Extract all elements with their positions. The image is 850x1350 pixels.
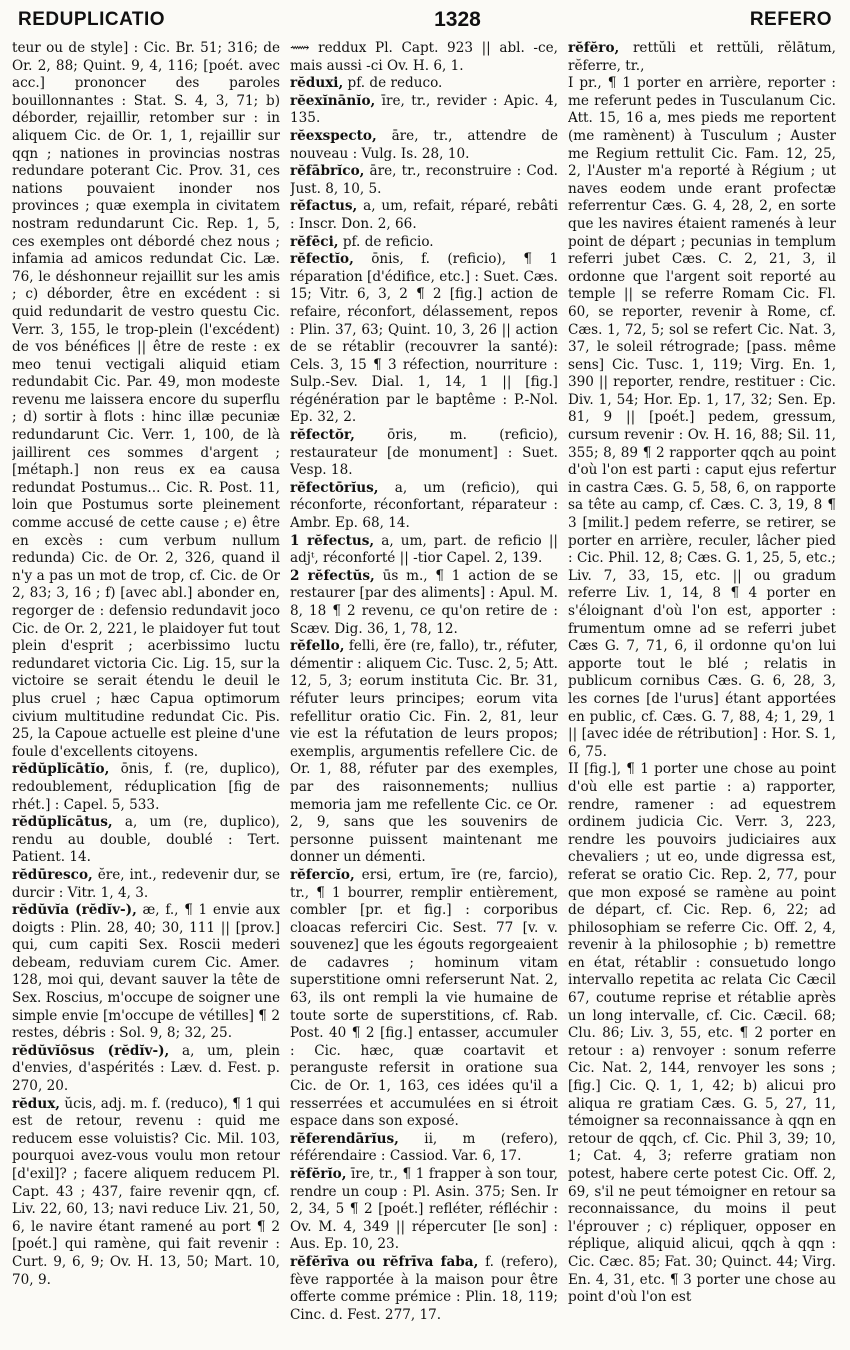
dictionary-entry bbox=[290, 93, 558, 128]
entry-definition: ūs m., ¶ 1 action de se restaurer [par des aliments] : Apul. M. 8, 18 ¶ 2 revenu, ce qu'on retire de : Scæv. Dig. 36, 1, 78, 12. bbox=[290, 567, 558, 637]
dictionary-entry bbox=[290, 1131, 558, 1166]
dictionary-entry bbox=[12, 1043, 280, 1096]
entry-definition: ersi, ertum, īre (re, farcio), tr., ¶ 1 bourrer, remplir entièrement, combler [pr. et fig.] : corporibus cloacas referciri Cic. Sest. 77 [v. v. souvenez] que les égouts regorgeaient de cadavres ; hominum vitam superstitione omni referserunt Nat. 2, 63, ils ont rempli la vie humaine de toute sorte de superstitions, cf. Rab. Post. 40 ¶ 2 [fig.] entasser, accumuler : Cic. hæc, quæ coartavit et peranguste refersit in oratione sua Cic. de Or. 1, 163, ces idées qu'il a resserrées et accumulées en si étroit espace dans son exposé. bbox=[290, 866, 558, 1130]
entry-definition: a, um, plein d'envies, d'aspérités : Læv. d. Fest. p. 270, 20. bbox=[12, 1042, 280, 1095]
entry-headword: 1 rĕfectus, bbox=[290, 532, 375, 549]
dictionary-entry bbox=[290, 867, 558, 1131]
entry-definition: ii, m (refero), référendaire : Cassiod. Var. 6, 17. bbox=[290, 1130, 558, 1165]
entry-headword: rĕfactus, bbox=[290, 198, 358, 215]
dictionary-entry bbox=[568, 75, 836, 761]
entry-headword: rĕduxi, bbox=[290, 75, 344, 92]
page-number: 1328 bbox=[434, 8, 481, 31]
header-left-guideword: REDUPLICATIO bbox=[18, 9, 166, 30]
entry-headword: rĕfĕrĭo, bbox=[290, 1166, 347, 1182]
text-columns bbox=[12, 40, 838, 1340]
dictionary-entry bbox=[12, 867, 280, 902]
dictionary-entry bbox=[290, 198, 558, 233]
entry-definition: a, um (re, duplico), rendu au double, doublé : Tert. Patient. 14. bbox=[12, 814, 280, 866]
entry-definition: āre, tr., attendre de nouveau : Vulg. Is. 28, 10. bbox=[290, 127, 558, 162]
entry-headword: rĕfectŏr, bbox=[290, 427, 355, 444]
entry-headword: rĕfectōrĭus, bbox=[290, 479, 379, 496]
dictionary-entry bbox=[290, 533, 558, 568]
entry-definition: f. (refero), fève rapportée à la maison pour être offerte comme prémice : Plin. 18, 119; Cinc. d. Fest. 277, 17. bbox=[290, 1253, 558, 1323]
entry-definition: āre, tr., reconstruire : Cod. Just. 8, 10, 5. bbox=[290, 163, 558, 197]
entry-headword: rĕfercĭo, bbox=[290, 866, 355, 883]
dictionary-entry bbox=[290, 1166, 558, 1254]
entry-definition: æ, f., ¶ 1 envie aux doigts : Plin. 28, 40; 30, 111 || [prov.] qui, cum capiti Sex. Roscii mederi debeam, reduviam curem Cic. Amer. 128, moi qui, devant sauver la tête de Sex. Roscius, m'occupe de soigner une simple envie [m'occupe de vétilles] ¶ 2 restes, débris : Sol. 9, 8; 32, 25. bbox=[12, 902, 280, 1042]
dictionary-entry bbox=[290, 163, 558, 198]
entry-definition: ĕre, int., redevenir dur, se durcir : Vitr. 1, 4, 3. bbox=[12, 866, 280, 901]
entry-definition: I pr., ¶ 1 porter en arrière, reporter : me referunt pedes in Tusculanum Cic. Att. 15, 16 a, mes pieds me reportent (me ramènent) à Tusculum ; Auster me Regium rettulit Cic. Fam. 12, 25, 2, l'Auster m'a reporté à Régium ; ut naves eodem unde erant profectæ referrentur Cæs. G. 4, 28, 2, en sorte que les navires étaient ramenés à leur point de départ ; pecunias in templum referri jubet Cæs. C. 2, 21, 3, il ordonne que l'argent soit reporté au temple || se referre Romam Cic. Fl. 60, se reporter, revenir à Rome, cf. Cæs. 1, 72, 5; sol se refert Cic. Nat. 3, 37, le soleil rétrograde; [pass. même sens] Cic. Tusc. 1, 119; Virg. En. 1, 390 || reporter, rendre, restituer : Cic. Div. 1, 54; Hor. Ep. 1, 17, 32; Sen. Ep. 81, 9 || [poét.] pedem, gressum, cursum revenir : Ov. H. 16, 88; Sil. 11, 355; 8, 89 ¶ 2 rapporter qqch au point d'où l'on est parti : caput ejus refertur in castra Cæs. G. 5, 58, 6, on rapporte sa tête au camp, cf. Cæs. C. 3, 19, 8 ¶ 3 [milit.] pedem referre, se retirer, se porter en arrière, reculer, lâcher pied : Cic. Phil. 12, 8; Cæs. G. 1, 25, 5, etc.; Liv. 7, 33, 15, etc. || ou gradum referre Liv. 1, 14, 8 ¶ 4 porter en s'éloignant d'où l'on est, apporter : frumentum omne ad se referri jubet Cæs G. 7, 71, 6, il ordonne qu'on lui apporte tout le blé ; relatis in publicum cornibus Cæs. G. 6, 28, 3, les cornes [de l'urus] étant apportées en public, cf. Cæs. G. 7, 88, 4; 1, 29, 1 || [avec idée de rétribution] : Hor. S. 1, 6, 75. bbox=[568, 75, 836, 760]
entry-definition: ōris, m. (reficio), restaurateur [de monument] : Suet. Vesp. 18. bbox=[290, 427, 558, 479]
column-middle bbox=[290, 40, 558, 1340]
dictionary-entry bbox=[12, 902, 280, 1043]
entry-headword: rĕfello, bbox=[290, 638, 345, 655]
running-header bbox=[18, 6, 832, 34]
entry-definition: ōnis, f. (reficio), ¶ 1 réparation [d'édifice, etc.] : Suet. Cæs. 15; Vitr. 6, 3, 2 ¶ 2 [fig.] action de refaire, réconfort, délassement, repos : Plin. 37, 63; Quint. 10, 3, 26 || action de se rétablir (recouvrer la santé): Cels. 3, 15 ¶ 3 réfection, nourriture : Sulp.-Sev. Dial. 1, 14, 1 || [fig.] régénération par le baptême : P.-Nol. Ep. 32, 2. bbox=[290, 251, 558, 426]
entry-headword: rĕexspecto, bbox=[290, 127, 377, 144]
dictionary-entry bbox=[290, 568, 558, 638]
column-left bbox=[12, 40, 280, 1340]
entry-definition: a, um (reficio), qui réconforte, réconfortant, réparateur : Ambr. Ep. 68, 14. bbox=[290, 479, 558, 532]
entry-definition: īre, tr., ¶ 1 frapper à son tour, rendre un coup : Pl. Asin. 375; Sen. Ir 2, 34, 5 ¶ 2 [poét.] refléter, réfléchir : Ov. M. 4, 349 || répercuter [le son] : Aus. Ep. 10, 23. bbox=[290, 1166, 558, 1253]
dictionary-entry bbox=[290, 128, 558, 163]
entry-definition: ⟿ reddux Pl. Capt. 923 || abl. -ce, mais aussi -ci Ov. H. 6, 1. bbox=[290, 40, 558, 74]
entry-headword: rĕfĕro, bbox=[568, 40, 620, 56]
entry-headword: rĕfectĭo, bbox=[290, 251, 354, 268]
entry-definition: a, um, refait, réparé, rebâti : Inscr. Don. 2, 66. bbox=[290, 198, 558, 232]
entry-definition: rettŭli et rettŭli, rĕlātum, rĕferre, tr., bbox=[568, 40, 836, 74]
dictionary-entry bbox=[568, 40, 836, 75]
dictionary-entry bbox=[12, 1096, 280, 1290]
entry-headword: rĕfĕrīva ou rĕfrīva faba, bbox=[290, 1253, 479, 1270]
entry-headword: rĕfābrĭco, bbox=[290, 163, 365, 180]
dictionary-entry bbox=[290, 251, 558, 427]
dictionary-entry bbox=[290, 234, 558, 252]
dictionary-entry bbox=[12, 814, 280, 867]
column-right bbox=[568, 40, 836, 1340]
entry-definition: pf. de reduco. bbox=[347, 75, 443, 92]
dictionary-entry bbox=[290, 480, 558, 533]
entry-headword: rĕdūresco, bbox=[12, 866, 93, 883]
entry-definition: teur ou de style] : Cic. Br. 51; 316; de Or. 2, 88; Quint. 9, 4, 116; [poét. avec acc.] prononcer des paroles bouillonnantes : Stat. S. 4, 3, 71; b) déborder, rejaillir, retomber sur : in aliquem Cic. de Or. 1, 1, rejaillir sur qqn ; nationes in provincias nostras redundare poterant Cic. Prov. 31, ces nations pouvaient inonder nos provinces ; quæ exempla in civitatem nostram redundarunt Cic. Rep. 1, 5, ces exemples ont débordé chez nous ; infamia ad amicos redundat Cic. Læ. 76, le déshonneur rejaillit sur les amis ; c) déborder, être en excédent : si quid redundarit de vestro questu Cic. Verr. 3, 155, le trop-plein (l'excédent) de vos bénéfices || être de reste : ex meo tenui vectigali aliquid etiam redundabit Cic. Par. 49, mon modeste revenu me laissera encore du superflu ; d) sortir à flots : hinc illæ pecuniæ redundarunt Cic. Verr. 1, 100, de là jaillirent ces sommes d'argent ; [métaph.] non reus ex ea causa redundat Postumus... Cic. R. Post. 11, loin que Postumus sorte pleinement comme accusé de cette cause ; e) être en excès : cum verbum nullum redunda) Cic. de Or. 2, 326, quand il n'y a pas un mot de trop, cf. Cic. de Or 2, 83; 3, 16 ; f) [avec abl.] abonder en, regorger de : defensio redundavit joco Cic. de Or. 2, 221, le plaidoyer fut tout plein d'esprit ; acerbissimo luctu redundaret victoria Cic. Lig. 15, sur la victoire se serait étendu le deuil le plus cruel ; hæc Capua optimorum civium multitudine redundat Cic. Pis. 25, la Capoue actuelle est pleine d'une foule d'excellents citoyens. bbox=[12, 40, 280, 760]
dictionary-entry bbox=[290, 427, 558, 480]
entry-headword: rĕdŭplĭcātĭo, bbox=[12, 761, 110, 778]
entry-headword: 2 rĕfectŭs, bbox=[290, 567, 375, 584]
entry-definition: felli, ĕre (re, fallo), tr., réfuter, démentir : aliquem Cic. Tusc. 2, 5; Att. 12, 5, 3; eorum instituta Cic. Br. 31, réfuter leurs principes; eorum vita refellitur oratio Cic. Fin. 2, 81, leur vie est la réfutation de leurs propos; exemplis, argumentis refellere Cic. de Or. 1, 88, réfuter par des exemples, par des raisonnements; nullius memoria jam me refellente Cic. ce Or. 2, 9, sans que les souvenirs de personne puissent maintenant me donner un démenti. bbox=[290, 638, 558, 866]
entry-headword: rĕfēci, bbox=[290, 233, 339, 250]
dictionary-entry bbox=[568, 761, 836, 1306]
entry-headword: rĕdŭvĭa (rĕdĭv-), bbox=[12, 902, 137, 919]
entry-headword: rĕdux, bbox=[12, 1095, 61, 1112]
dictionary-entry bbox=[12, 40, 280, 761]
entry-headword: rĕdŭplĭcātus, bbox=[12, 814, 113, 831]
entry-headword: rĕexĭnānĭo, bbox=[290, 92, 376, 109]
header-right-guideword: REFERO bbox=[749, 9, 832, 30]
entry-definition: pf. de reficio. bbox=[342, 233, 434, 250]
entry-definition: a, um, part. de reficio || adjᵗ, réconforté || -tior Capel. 2, 139. bbox=[290, 532, 558, 567]
entry-definition: II [fig.], ¶ 1 porter une chose au point d'où elle est partie : a) rapporter, rendre, ramener : ad equestrem ordinem judicia Cic. Verr. 3, 223, rendre les pouvoirs judiciaires aux chevaliers ; ut eo, unde digressa est, referat se oratio Cic. Rep. 2, 77, pour que mon exposé se ramène au point de départ, cf. Cic. Rep. 6, 22; ad philosophiam se referre Cic. Off. 2, 4, revenir à la philosophie ; b) remettre en état, rétablir : consuetudo longo intervallo repetita ac relata Cic Cæcil 67, coutume reprise et rétablie après un long intervalle, cf. Cic. Cæcil. 68; Clu. 86; Liv. 3, 55, etc. ¶ 2 porter en retour : a) renvoyer : sonum referre Cic. Nat. 2, 144, renvoyer les sons ; [fig.] Cic. Q. 1, 1, 42; b) alicui pro aliqua re gratiam Cæs. G. 5, 27, 11, témoigner sa reconnaissance à qqn en retour de qqch, cf. Cic. Phil 3, 39; 10, 1; Cat. 4, 3; referre gratiam non potest, habere certe potest Cic. Off. 2, 69, s'il ne peut témoigner en retour sa reconnaissance, du moins il peut l'éprouver ; c) répliquer, opposer en réplique, aliquid alicui, qqch à qqn : Cic. Cæc. 85; Fat. 30; Quinct. 44; Virg. En. 4, 31, etc. ¶ 3 porter une chose au point d'où l'on est bbox=[568, 761, 836, 1306]
dictionary-entry bbox=[290, 638, 558, 867]
entry-headword: rĕdŭvĭōsus (rĕdĭv-), bbox=[12, 1042, 170, 1059]
entry-definition: īre, tr., revider : Apic. 4, 135. bbox=[290, 92, 558, 127]
dictionary-entry bbox=[290, 75, 558, 93]
entry-definition: ōnis, f. (re, duplico), redoublement, réduplication [fig de rhét.] : Capel. 5, 533. bbox=[12, 761, 280, 813]
dictionary-entry bbox=[290, 40, 558, 75]
entry-definition: ŭcis, adj. m. f. (reduco), ¶ 1 qui est de retour, revenu : quid me reducem esse voluistis? Cic. Mil. 103, pourquoi avez-vous voulu mon retour [d'exil]? ; facere aliquem reducem Pl. Capt. 43 ; 437, faire revenir qqn, cf. Liv. 22, 60, 13; navi reduce Liv. 21, 50, 6, le navire étant ramené au port ¶ 2 [poét.] qui ramène, qui fait revenir : Curt. 9, 6, 9; Ov. H. 13, 50; Mart. 10, 70, 9. bbox=[12, 1095, 280, 1288]
dictionary-entry bbox=[12, 761, 280, 814]
entry-headword: rĕferendārĭus, bbox=[290, 1130, 399, 1147]
dictionary-entry bbox=[290, 1254, 558, 1324]
